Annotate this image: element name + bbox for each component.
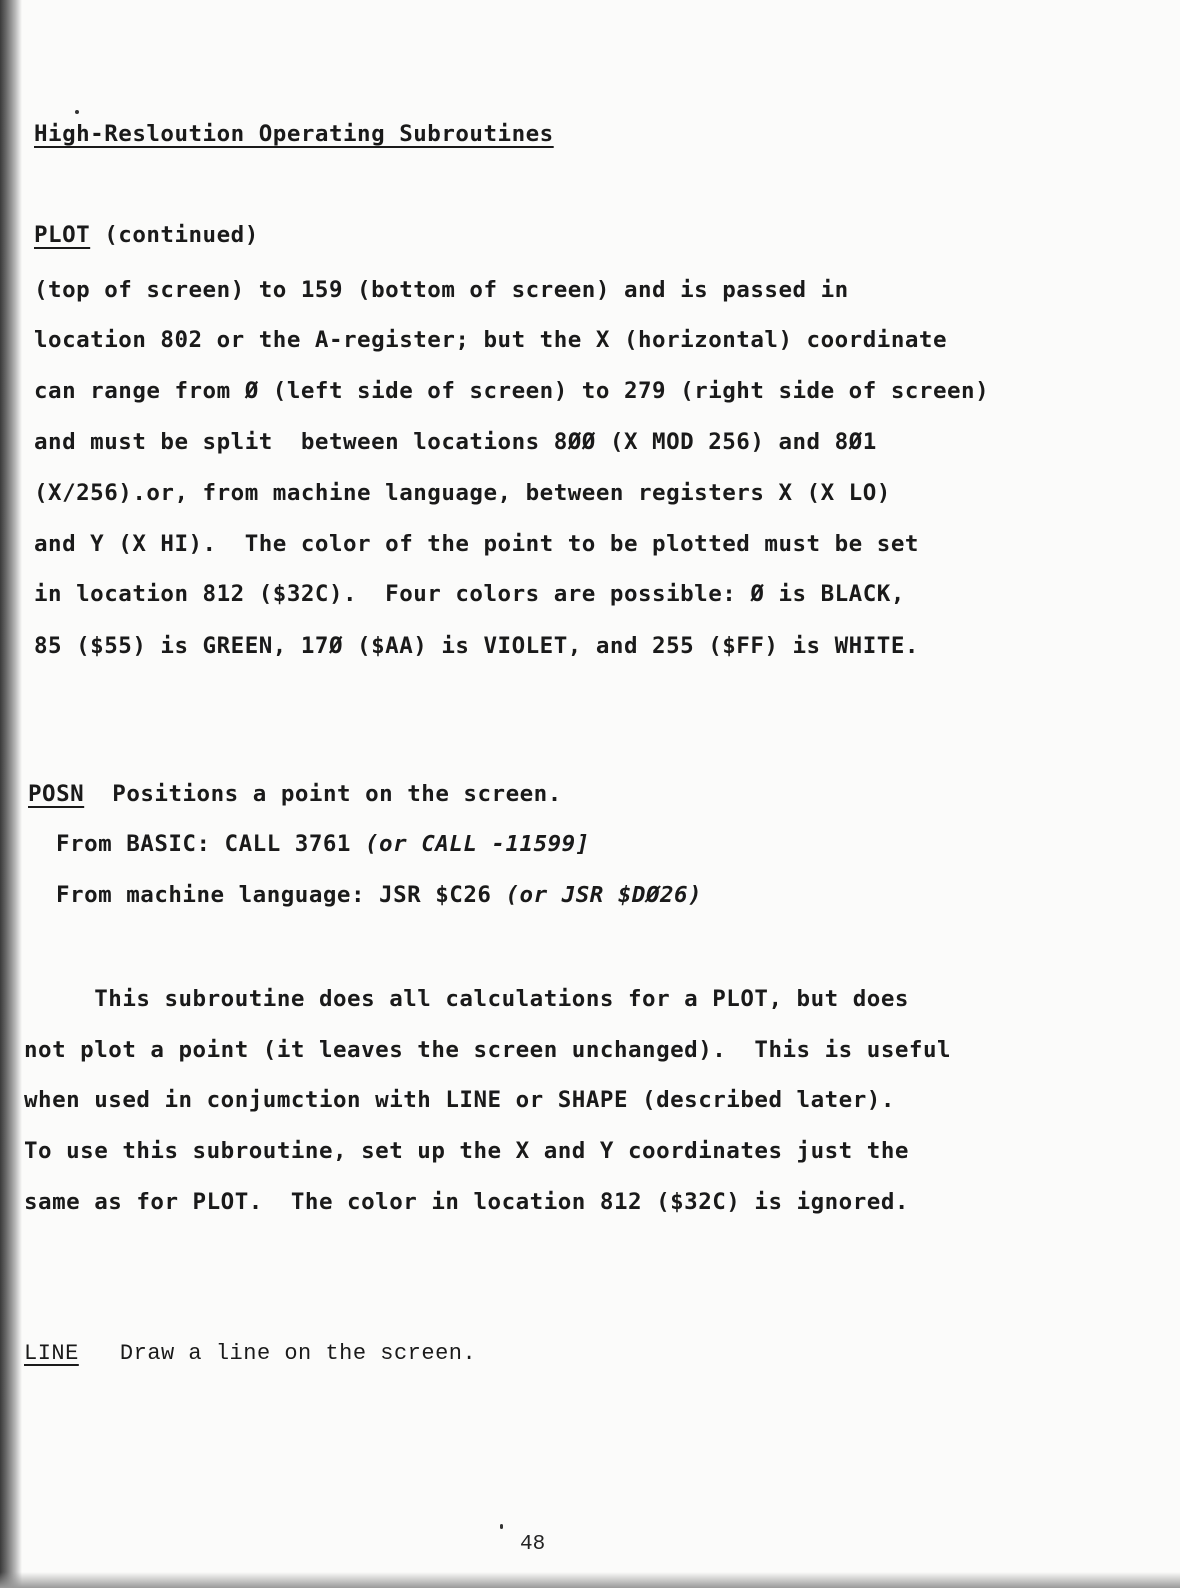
posn-basic-line — [56, 830, 590, 858]
posn-ml-call: From machine language: JSR $C26 — [56, 882, 506, 908]
posn-paragraph-line: when used in conjumction with LINE or SHAPE (described later). — [24, 1087, 895, 1113]
posn-title: POSN — [28, 781, 85, 807]
posn-basic-alt: (or CALL -11599] — [365, 831, 590, 857]
plot-title-suffix: (continued) — [90, 222, 259, 248]
plot-text-line: can range from Ø (left side of screen) to 279 (right side of screen) — [34, 378, 990, 404]
speck-mark — [75, 110, 79, 114]
posn-ml-line — [56, 881, 702, 909]
page-heading: High-Resloution Operating Subroutines — [34, 121, 554, 147]
line-description: Draw a line on the screen. — [78, 1341, 477, 1366]
posn-paragraph-line: same as for PLOT. The color in location 812 ($32C) is ignored. — [24, 1189, 909, 1215]
plot-text-line: (top of screen) to 159 (bottom of screen) and is passed in — [34, 277, 849, 303]
plot-text-line: and must be split between locations 8ØØ (X MOD 256) and 8Ø1 — [34, 429, 877, 455]
line-title-line — [24, 1340, 476, 1368]
plot-text-line: (X/256).or, from machine language, between registers X (X LO) — [34, 480, 891, 506]
plot-text-line: and Y (X HI). The color of the point to be plotted must be set — [34, 531, 919, 557]
plot-text-line: 85 ($55) is GREEN, 17Ø ($AA) is VIOLET, and 255 ($FF) is WHITE. — [34, 633, 919, 659]
bottom-edge-shadow — [0, 1572, 1180, 1588]
plot-title: PLOT — [34, 222, 91, 248]
posn-basic-call: From BASIC: CALL 3761 — [56, 831, 366, 857]
posn-paragraph-line: This subroutine does all calculations for a PLOT, but does — [24, 986, 909, 1012]
posn-description: Positions a point on the screen. — [84, 781, 562, 807]
plot-text-line: in location 812 ($32C). Four colors are possible: Ø is BLACK, — [34, 581, 905, 607]
page-number: 48 — [520, 1533, 546, 1556]
posn-paragraph-line: not plot a point (it leaves the screen unchanged). This is useful — [24, 1037, 952, 1063]
speck-mark — [500, 1524, 503, 1529]
posn-title-line — [28, 780, 562, 808]
binding-shadow — [0, 0, 22, 1588]
plot-title-line — [34, 221, 259, 249]
plot-text-line: location 802 or the A-register; but the X (horizontal) coordinate — [34, 327, 947, 353]
posn-ml-alt: (or JSR $DØ26) — [505, 882, 703, 908]
posn-paragraph-line: To use this subroutine, set up the X and Y coordinates just the — [24, 1138, 909, 1164]
line-title: LINE — [24, 1341, 79, 1366]
